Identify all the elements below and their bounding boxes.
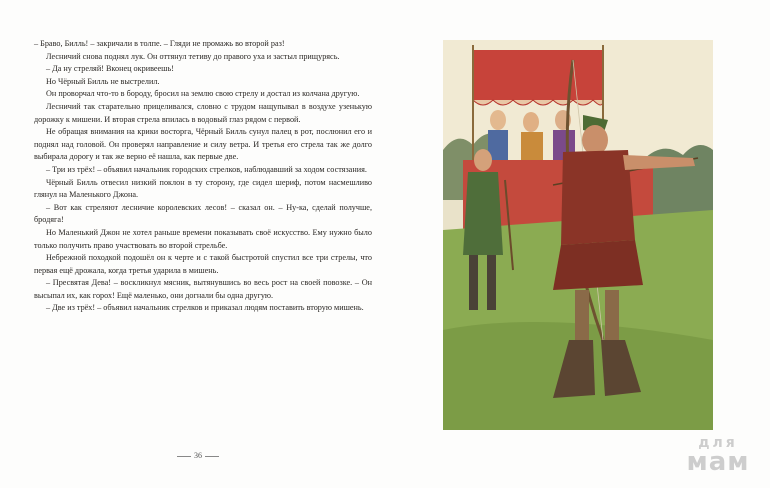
- folio-rule-left: [177, 456, 191, 457]
- archer-illustration: [443, 40, 713, 430]
- watermark-logo: [678, 435, 758, 477]
- paragraph: – Вот как стреляют лесничие королевских лесов! – сказал он. – Ну-ка, сделай получше, бродяга!: [34, 202, 372, 225]
- folio-rule-right: [205, 456, 219, 457]
- paragraph: Лесничий так старательно прицеливался, словно с трудом нащупывал в воздухе узенькую дорожку к мишени. И вторая стрела впилась в водовый глаз рядом с первой.: [34, 101, 372, 124]
- archer-head: [582, 125, 608, 155]
- bystander-leg: [469, 255, 478, 310]
- paragraph: – Две из трёх! – объявил начальник стрелков и приказал людям поставить вторую мишень.: [46, 303, 364, 313]
- archer-tunic: [561, 150, 635, 245]
- paragraph: – Да ну стреляй! Вконец окривеешь!: [46, 64, 174, 74]
- spectator-body: [521, 132, 543, 160]
- bystander-tunic: [463, 172, 503, 255]
- archer-skirt: [553, 240, 643, 290]
- spectator-head: [490, 110, 506, 130]
- paragraph: Не обращая внимания на крики восторга, Чёрный Билль сунул палец в рот, послюнил его и поднял над головой. Он проверял направление и силу ветра. И третья его стрела так же долго выбирала дорогу и так же верно её нашла, как первые две.: [34, 127, 372, 162]
- paragraph: – Пресвятая Дева! – воскликнул мясник, вытянувшись во весь рост на своей повозке. – Он высыпал их, как горох! Ещё маленько, они догнали бы одна другую.: [34, 278, 372, 300]
- paragraph: – Браво, Билль! – закричали в толпе. – Гляди не промажь во второй раз!: [34, 39, 285, 48]
- page-number-text: 36: [194, 451, 202, 460]
- archer-painting: [443, 40, 713, 430]
- paragraph: Лесничий снова поднял лук. Он оттянул тетиву до правого уха и застыл прищурясь.: [46, 51, 340, 61]
- page-number: [168, 451, 228, 460]
- left-page-text: [34, 38, 372, 315]
- paragraph: Но Чёрный Билль не выстрелил.: [46, 76, 160, 86]
- bystander-leg: [487, 255, 496, 310]
- spectator-head: [523, 112, 539, 132]
- paragraph: – Три из трёх! – объявил начальник городских стрелков, наблюдавший за ходом состязания.: [46, 164, 367, 174]
- paragraph: Небрежной походкой подошёл он к черте и с такой быстротой спустил все три стрелы, что первая ещё дрожала, когда третья ударила в мишень.: [34, 253, 372, 275]
- watermark-line1: для: [698, 435, 738, 451]
- paragraph: Он проворчал что-то в бороду, бросил на землю свою стрелу и достал из колчана другую.: [46, 89, 360, 99]
- paragraph: Чёрный Билль отвесил низкий поклон в ту сторону, где сидел шериф, потом насмешливо глянул на Маленького Джона.: [34, 177, 372, 200]
- paragraph: Но Маленький Джон не хотел раньше времени показывать своё искусство. Ему нужно было только получить право участвовать во второй стрельбе.: [34, 227, 372, 250]
- watermark-line2: мам: [686, 447, 750, 477]
- bystander-head: [474, 149, 492, 171]
- tent-canopy: [473, 50, 603, 100]
